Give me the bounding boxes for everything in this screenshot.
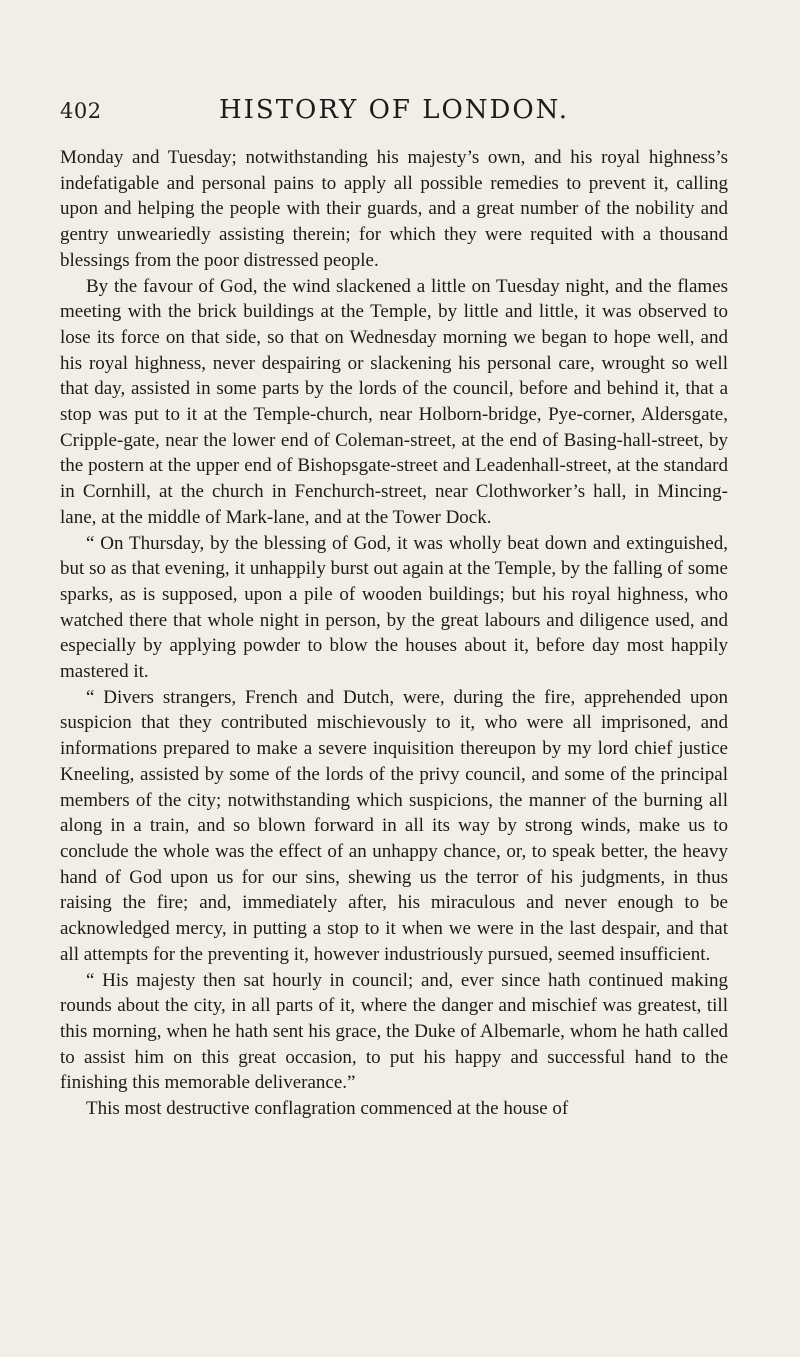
page-header xyxy=(60,95,728,135)
paragraph: “ On Thursday, by the blessing of God, it was wholly beat down and extinguished, but so as that evening, it unhappily burst out again at the Temple, by the falling of some sparks, as is supposed, upon a pile of wooden buildings; but his royal highness, who watched there that whole night in person, by the great labours and diligence used, and especially by applying powder to blow the houses about it, before day most happily mastered it. xyxy=(60,532,728,683)
paragraph: This most destructive conflagration commenced at the house of xyxy=(86,1098,569,1120)
paragraph: Monday and Tuesday; notwithstanding his majesty’s own, and his royal highness’s indefatigable and personal pains to apply all possible remedies to prevent it, calling upon and helping the people with their guards, and a great number of the nobility and gentry unweariedly assisting therein; for which they were requited with a thousand blessings from the poor distressed people. xyxy=(60,147,728,271)
paragraph: “ Divers strangers, French and Dutch, were, during the fire, apprehended upon suspicion that they contributed mischievously to it, who were all imprisoned, and informations prepared to make a severe inquisition thereupon by my lord chief justice Kneeling, assisted by some of the lords of the privy council, and some of the principal members of the city; notwithstanding which suspicions, the manner of the burning all along in a train, and so blown forward in all its way by strong winds, make us to conclude the whole was the effect of an unhappy chance, or, to speak better, the heavy hand of God upon us for our sins, shewing us the terror of his judgments, in thus raising the fire; and, immediately after, his miraculous and never enough to be acknowledged mercy, in putting a stop to it when we were in the last despair, and that all attempts for the preventing it, however industriously pursued, seemed insufficient. xyxy=(60,686,728,965)
paragraph: “ His majesty then sat hourly in council; and, ever since hath continued making rounds about the city, in all parts of it, where the danger and mischief was greatest, till this morning, when he hath sent his grace, the Duke of Albemarle, whom he hath called to assist him on this great occasion, to put his happy and successful hand to the finishing this memorable deliverance.” xyxy=(60,969,728,1094)
running-title: HISTORY OF LONDON. xyxy=(218,95,570,125)
page-number: 402 xyxy=(60,99,102,123)
paragraph: By the favour of God, the wind slackened a little on Tuesday night, and the flames meeting with the brick buildings at the Temple, by little and little, it was observed to lose its force on that side, so that on Wednesday morning we began to hope well, and his royal highness, never despairing or slackening his personal care, wrought so well that day, assisted in some parts by the lords of the council, before and behind it, that a stop was put to it at the Temple-church, near Holborn-bridge, Pye-corner, Aldersgate, Cripple-gate, near the lower end of Coleman-street, at the end of Basing-hall-street, by the postern at the upper end of Bishopsgate-street and Leadenhall-street, at the standard in Cornhill, at the church in Fenchurch-street, near Clothworker’s hall, in Mincing-lane, at the middle of Mark-lane, and at the Tower Dock. xyxy=(60,275,728,528)
body-text xyxy=(60,145,728,1122)
